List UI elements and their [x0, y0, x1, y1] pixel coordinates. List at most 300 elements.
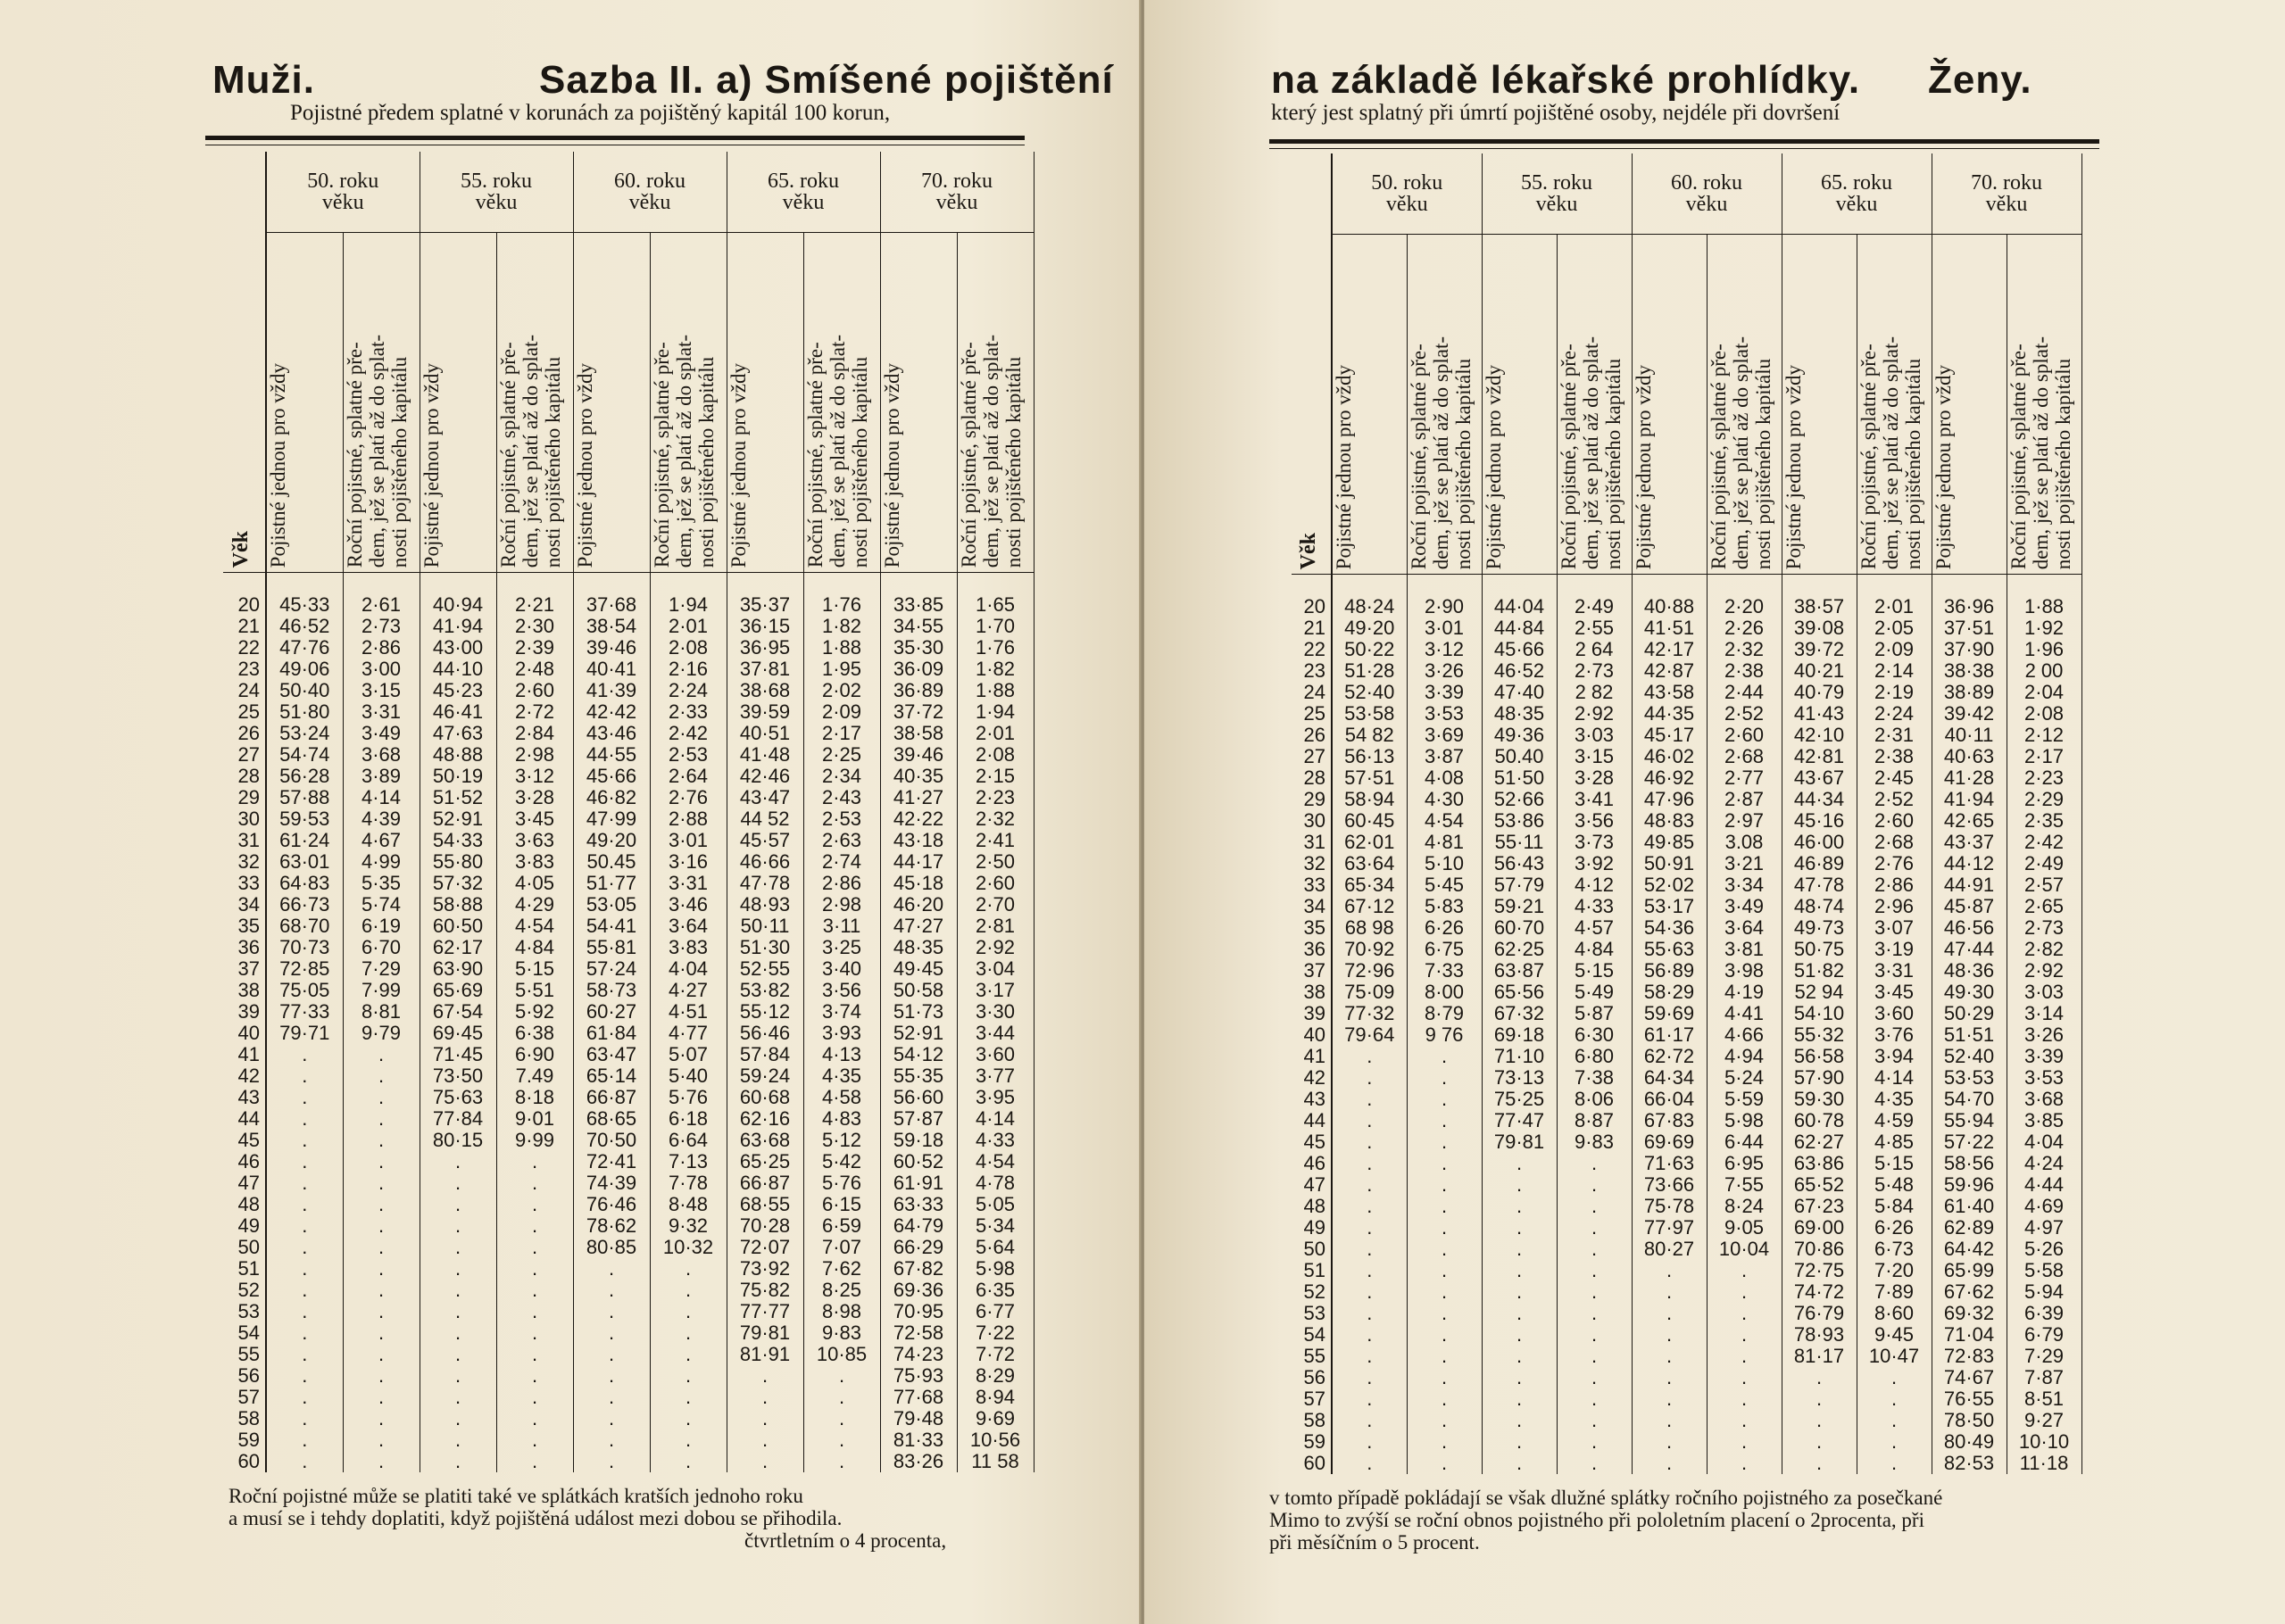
men-single-premium-cell: 40·35: [880, 766, 957, 787]
men-annual-premium-cell: 1·65: [957, 594, 1034, 616]
women-annual-premium-cell: 4·85: [1857, 1131, 1932, 1153]
women-annual-premium-cell: 2·45: [1857, 767, 1932, 789]
women-single-premium-cell: 63·87: [1482, 960, 1557, 982]
men-single-premium-cell: 54·12: [880, 1044, 957, 1065]
women-annual-premium-cell: .: [1707, 1431, 1782, 1453]
women-annual-premium-cell: 3·41: [1557, 789, 1632, 810]
men-table-row: [223, 958, 1034, 980]
women-single-premium-cell: 40·21: [1782, 660, 1857, 682]
men-single-premium-cell: 44·10: [420, 659, 496, 680]
men-single-premium-cell: .: [266, 1280, 343, 1301]
women-single-premium-cell: 70·86: [1782, 1239, 1857, 1260]
men-annual-premium-cell: .: [650, 1344, 727, 1365]
women-spacer-cell: [1482, 575, 1557, 597]
men-annual-premium-cell: 3·17: [957, 980, 1034, 1001]
women-annual-premium-cell: 2·92: [2007, 960, 2081, 982]
men-single-premium-cell: 39·59: [727, 701, 803, 723]
women-single-premium-cell: 50·22: [1332, 639, 1407, 660]
women-single-premium-cell: .: [1332, 1346, 1407, 1367]
men-table-row: [223, 1130, 1034, 1151]
men-single-premium-cell: .: [420, 1344, 496, 1365]
men-table-row: [223, 1429, 1034, 1451]
women-single-premium-header: [1632, 235, 1707, 575]
women-single-premium-cell: 63·86: [1782, 1153, 1857, 1174]
women-age-cell: 23: [1292, 660, 1332, 682]
women-single-premium-header-label: Pojistné jednou pro vždy: [1932, 364, 1955, 569]
men-single-premium-cell: 36·89: [880, 680, 957, 701]
women-single-premium-cell: 56·13: [1332, 746, 1407, 767]
men-annual-premium-cell: 6·15: [803, 1194, 880, 1215]
women-annual-premium-cell: 3·15: [1557, 746, 1632, 767]
women-age-cell: 49: [1292, 1217, 1332, 1239]
men-spacer-cell: [880, 573, 957, 595]
men-single-premium-cell: 63·68: [727, 1130, 803, 1151]
men-age-cell: 22: [223, 637, 266, 659]
men-annual-premium-cell: 10·85: [803, 1344, 880, 1365]
women-single-premium-cell: 76·55: [1932, 1388, 2007, 1410]
women-single-premium-cell: 44·84: [1482, 617, 1557, 639]
women-single-premium-cell: 60·45: [1332, 810, 1407, 832]
men-single-premium-header: [266, 233, 343, 573]
women-annual-premium-cell: 2 64: [1557, 639, 1632, 660]
women-single-premium-cell: .: [1632, 1303, 1707, 1324]
women-annual-premium-cell: 2 00: [2007, 660, 2081, 682]
men-annual-premium-cell: 3·45: [496, 808, 573, 830]
men-annual-premium-cell: 4·27: [650, 980, 727, 1001]
men-single-premium-cell: 43·46: [573, 723, 650, 744]
men-annual-premium-header-label: Roční pojistné, splatné pře- dem, jež se platí až do splat- nosti pojištěného kapitálu: [496, 334, 564, 568]
women-annual-premium-cell: 4·54: [1407, 810, 1482, 832]
women-table-row: [1292, 1346, 2081, 1367]
women-annual-premium-cell: 6·26: [1857, 1217, 1932, 1239]
men-annual-premium-cell: 2·01: [957, 723, 1034, 744]
women-annual-premium-cell: 3·39: [1407, 682, 1482, 703]
men-annual-premium-cell: 2·98: [803, 894, 880, 916]
women-age-cell: 22: [1292, 639, 1332, 660]
women-annual-premium-cell: 4·30: [1407, 789, 1482, 810]
women-table-row: [1292, 617, 2081, 639]
women-annual-premium-cell: 3·26: [1407, 660, 1482, 682]
men-single-premium-cell: 44 52: [727, 808, 803, 830]
men-annual-premium-cell: 6·77: [957, 1301, 1034, 1322]
men-annual-premium-cell: .: [343, 1151, 420, 1172]
women-annual-premium-cell: 6·26: [1407, 917, 1482, 939]
women-single-premium-cell: 70·92: [1332, 939, 1407, 960]
men-table-row: [223, 1151, 1034, 1172]
women-single-premium-cell: 62·01: [1332, 832, 1407, 853]
men-annual-premium-cell: 3·60: [957, 1044, 1034, 1065]
women-single-premium-cell: 69·00: [1782, 1217, 1857, 1239]
women-annual-premium-header-label: Roční pojistné, splatné pře- dem, jež se platí až do splat- nosti pojištěného kapitálu: [1407, 336, 1475, 569]
men-single-premium-cell: 44·17: [880, 851, 957, 873]
men-annual-premium-cell: .: [496, 1429, 573, 1451]
men-single-premium-cell: 41·39: [573, 680, 650, 701]
women-single-premium-cell: 57·51: [1332, 767, 1407, 789]
women-single-premium-cell: .: [1332, 1431, 1407, 1453]
women-single-premium-cell: .: [1482, 1453, 1557, 1474]
women-annual-premium-cell: 3·85: [2007, 1110, 2081, 1131]
women-annual-premium-cell: .: [1557, 1174, 1632, 1196]
men-group-header: 70. roku věku: [880, 152, 1034, 233]
men-single-premium-cell: .: [420, 1258, 496, 1280]
men-annual-premium-cell: 3·68: [343, 744, 420, 766]
women-annual-premium-cell: 3·07: [1857, 917, 1932, 939]
men-annual-premium-cell: 3·64: [650, 916, 727, 937]
women-single-premium-cell: .: [1332, 1388, 1407, 1410]
men-single-premium-cell: 51·30: [727, 937, 803, 958]
women-single-premium-cell: 48·74: [1782, 896, 1857, 917]
women-annual-premium-cell: 3·73: [1557, 832, 1632, 853]
men-table-row: [223, 1001, 1034, 1023]
women-single-premium-cell: 49·85: [1632, 832, 1707, 853]
women-annual-premium-cell: 7·33: [1407, 960, 1482, 982]
men-annual-premium-cell: 3·31: [650, 873, 727, 894]
men-single-premium-cell: 48·93: [727, 894, 803, 916]
men-annual-premium-cell: 4·14: [343, 787, 420, 808]
women-single-premium-cell: .: [1632, 1281, 1707, 1303]
men-single-premium-cell: 56·60: [880, 1087, 957, 1108]
men-single-premium-cell: 70·95: [880, 1301, 957, 1322]
women-single-premium-cell: 44·34: [1782, 789, 1857, 810]
men-annual-premium-cell: 3·83: [650, 937, 727, 958]
men-single-premium-cell: 52·91: [420, 808, 496, 830]
women-group-header: 55. roku věku: [1482, 153, 1632, 235]
women-single-premium-cell: 45·66: [1482, 639, 1557, 660]
men-single-premium-cell: 66·87: [727, 1172, 803, 1194]
women-spacer-cell: [1707, 575, 1782, 597]
women-single-premium-cell: 78·93: [1782, 1324, 1857, 1346]
men-single-premium-cell: 77·77: [727, 1301, 803, 1322]
women-annual-premium-cell: 2·73: [2007, 917, 2081, 939]
men-single-premium-cell: 33·85: [880, 594, 957, 616]
women-single-premium-cell: 45·17: [1632, 725, 1707, 746]
women-single-premium-cell: 53·58: [1332, 703, 1407, 725]
women-age-cell: 60: [1292, 1453, 1332, 1474]
women-table-row: [1292, 746, 2081, 767]
women-table-row: [1292, 917, 2081, 939]
men-age-cell: 55: [223, 1344, 266, 1365]
women-age-cell: 58: [1292, 1410, 1332, 1431]
men-annual-premium-cell: 1·88: [957, 680, 1034, 701]
women-annual-premium-cell: .: [1557, 1388, 1632, 1410]
men-annual-premium-cell: 5·76: [803, 1172, 880, 1194]
women-single-premium-cell: .: [1332, 1281, 1407, 1303]
women-annual-premium-cell: 2·31: [1857, 725, 1932, 746]
men-table-row: [223, 1344, 1034, 1365]
men-group-header: 55. roku věku: [420, 152, 573, 233]
women-single-premium-cell: .: [1632, 1388, 1707, 1410]
men-annual-premium-cell: 1·76: [957, 637, 1034, 659]
women-table-row: [1292, 1260, 2081, 1281]
men-annual-premium-cell: .: [496, 1408, 573, 1429]
women-single-premium-cell: 55·32: [1782, 1024, 1857, 1046]
men-annual-premium-cell: .: [803, 1408, 880, 1429]
women-age-cell: 51: [1292, 1260, 1332, 1281]
men-annual-premium-cell: 3·01: [650, 830, 727, 851]
men-age-cell: 51: [223, 1258, 266, 1280]
men-annual-premium-cell: 5·35: [343, 873, 420, 894]
men-single-premium-cell: 67·82: [880, 1258, 957, 1280]
men-annual-premium-cell: 3·30: [957, 1001, 1034, 1023]
women-table-row: [1292, 1217, 2081, 1239]
men-annual-premium-cell: 3·93: [803, 1023, 880, 1044]
men-single-premium-cell: 79·81: [727, 1322, 803, 1344]
women-single-premium-cell: .: [1482, 1410, 1557, 1431]
men-annual-premium-cell: 2·60: [496, 680, 573, 701]
women-annual-premium-cell: .: [1407, 1260, 1482, 1281]
men-annual-premium-cell: .: [496, 1151, 573, 1172]
women-annual-premium-cell: .: [1857, 1431, 1932, 1453]
men-annual-premium-cell: 8·81: [343, 1001, 420, 1023]
men-annual-premium-cell: 8·18: [496, 1087, 573, 1108]
women-single-premium-cell: 38·89: [1932, 682, 2007, 703]
men-annual-premium-cell: 3·04: [957, 958, 1034, 980]
women-annual-premium-cell: 3·60: [1857, 1003, 1932, 1024]
men-single-premium-cell: 66·87: [573, 1087, 650, 1108]
men-age-cell: 30: [223, 808, 266, 830]
men-annual-premium-cell: 1·95: [803, 659, 880, 680]
women-annual-premium-cell: 4·57: [1557, 917, 1632, 939]
women-annual-premium-cell: 3·45: [1857, 982, 1932, 1003]
men-single-premium-header-label: Pojistné jednou pro vždy: [880, 362, 903, 568]
women-annual-premium-cell: .: [1557, 1431, 1632, 1453]
women-age-cell: 36: [1292, 939, 1332, 960]
men-annual-premium-cell: .: [343, 1258, 420, 1280]
men-annual-premium-cell: .: [343, 1044, 420, 1065]
men-annual-premium-cell: 4·35: [803, 1065, 880, 1087]
men-spacer-cell: [573, 573, 650, 595]
women-age-cell: 44: [1292, 1110, 1332, 1131]
men-annual-premium-cell: .: [496, 1258, 573, 1280]
women-annual-premium-cell: 6·79: [2007, 1324, 2081, 1346]
men-table-row: [223, 744, 1034, 766]
women-single-premium-cell: .: [1482, 1388, 1557, 1410]
right-footnote-line-2: Mimo to zvýší se roční obnos pojistného při pololetním placení o 2procenta, při: [1269, 1509, 1924, 1531]
women-annual-premium-cell: 10·10: [2007, 1431, 2081, 1453]
men-single-premium-cell: 45·57: [727, 830, 803, 851]
women-annual-premium-cell: 2·49: [2007, 853, 2081, 874]
men-annual-premium-cell: 4·29: [496, 894, 573, 916]
women-age-cell: 24: [1292, 682, 1332, 703]
men-single-premium-header: [880, 233, 957, 573]
men-single-premium-cell: .: [266, 1387, 343, 1408]
women-single-premium-cell: 50·29: [1932, 1003, 2007, 1024]
men-annual-premium-cell: 9·79: [343, 1023, 420, 1044]
women-annual-premium-cell: 4·04: [2007, 1131, 2081, 1153]
women-single-premium-cell: 69·69: [1632, 1131, 1707, 1153]
men-annual-premium-cell: .: [496, 1322, 573, 1344]
men-annual-premium-cell: 3·25: [803, 937, 880, 958]
women-table-row: [1292, 1239, 2081, 1260]
women-annual-premium-cell: .: [1407, 1239, 1482, 1260]
men-annual-premium-cell: 6·59: [803, 1215, 880, 1237]
women-annual-premium-cell: 8·06: [1557, 1089, 1632, 1110]
women-annual-premium-cell: 4·14: [1857, 1067, 1932, 1089]
men-single-premium-cell: 54·33: [420, 830, 496, 851]
men-age-cell: 57: [223, 1387, 266, 1408]
men-single-premium-cell: 60·50: [420, 916, 496, 937]
women-single-premium-cell: 69·32: [1932, 1303, 2007, 1324]
women-annual-premium-cell: 5·24: [1707, 1067, 1782, 1089]
women-single-premium-cell: .: [1332, 1324, 1407, 1346]
men-age-cell: 29: [223, 787, 266, 808]
men-single-premium-cell: 35·30: [880, 637, 957, 659]
women-annual-premium-cell: 8·60: [1857, 1303, 1932, 1324]
women-single-premium-cell: .: [1332, 1089, 1407, 1110]
women-annual-premium-cell: 10·04: [1707, 1239, 1782, 1260]
women-annual-premium-header: [2007, 235, 2081, 575]
women-annual-premium-cell: 2·08: [2007, 703, 2081, 725]
men-annual-premium-cell: .: [496, 1301, 573, 1322]
men-single-premium-cell: 59·24: [727, 1065, 803, 1087]
women-spacer-cell: [1557, 575, 1632, 597]
women-table-row: [1292, 1324, 2081, 1346]
men-annual-premium-cell: 2·02: [803, 680, 880, 701]
women-age-cell: 45: [1292, 1131, 1332, 1153]
men-age-cell: 25: [223, 701, 266, 723]
women-table-row: [1292, 1089, 2081, 1110]
women-single-premium-cell: 51·50: [1482, 767, 1557, 789]
men-single-premium-cell: 66·73: [266, 894, 343, 916]
men-annual-premium-cell: 2·09: [803, 701, 880, 723]
women-single-premium-cell: 74·72: [1782, 1281, 1857, 1303]
women-annual-premium-cell: 2·68: [1857, 832, 1932, 853]
men-single-premium-cell: 57·32: [420, 873, 496, 894]
women-annual-premium-cell: .: [1707, 1346, 1782, 1367]
men-age-cell: 35: [223, 916, 266, 937]
men-single-premium-cell: 47·63: [420, 723, 496, 744]
men-single-premium-cell: 57·24: [573, 958, 650, 980]
women-single-premium-cell: 53·53: [1932, 1067, 2007, 1089]
women-annual-premium-cell: .: [1707, 1410, 1782, 1431]
women-annual-premium-cell: 3·87: [1407, 746, 1482, 767]
women-single-premium-cell: 43·58: [1632, 682, 1707, 703]
women-age-cell: 35: [1292, 917, 1332, 939]
men-annual-premium-cell: .: [496, 1280, 573, 1301]
men-annual-premium-cell: 3·89: [343, 766, 420, 787]
men-single-premium-cell: 42·22: [880, 808, 957, 830]
men-single-premium-cell: 39·46: [573, 637, 650, 659]
men-annual-premium-cell: 7.49: [496, 1065, 573, 1087]
men-single-premium-cell: .: [727, 1408, 803, 1429]
men-age-header-label: Věk: [229, 530, 253, 568]
men-single-premium-cell: .: [266, 1130, 343, 1151]
men-single-premium-cell: 65·69: [420, 980, 496, 1001]
men-single-premium-cell: .: [266, 1451, 343, 1472]
men-single-premium-cell: 53·24: [266, 723, 343, 744]
men-annual-premium-cell: 3·15: [343, 680, 420, 701]
women-single-premium-cell: 46·92: [1632, 767, 1707, 789]
women-table-row: [1292, 660, 2081, 682]
women-single-premium-cell: 80·49: [1932, 1431, 2007, 1453]
women-age-cell: 53: [1292, 1303, 1332, 1324]
men-annual-premium-cell: 3·95: [957, 1087, 1034, 1108]
women-single-premium-cell: .: [1332, 1046, 1407, 1067]
women-annual-premium-header-label: Roční pojistné, splatné pře- dem, jež se platí až do splat- nosti pojištěného kapitálu: [1557, 336, 1624, 569]
men-single-premium-cell: .: [420, 1172, 496, 1194]
men-single-premium-cell: .: [266, 1408, 343, 1429]
women-annual-premium-cell: .: [1557, 1367, 1632, 1388]
women-annual-premium-cell: .: [1407, 1217, 1482, 1239]
men-annual-premium-cell: 3·46: [650, 894, 727, 916]
men-single-premium-cell: 41·94: [420, 616, 496, 637]
women-single-premium-cell: 48·83: [1632, 810, 1707, 832]
men-annual-premium-cell: 9·99: [496, 1130, 573, 1151]
women-single-premium-cell: 60·70: [1482, 917, 1557, 939]
right-footnote-line-3: při měsíčním o 5 procent.: [1269, 1531, 1480, 1554]
women-annual-premium-cell: 2·73: [1557, 660, 1632, 682]
men-single-premium-cell: 55·35: [880, 1065, 957, 1087]
men-single-premium-cell: 80·15: [420, 1130, 496, 1151]
women-table-row: [1292, 1153, 2081, 1174]
right-footnote-line-1: v tomto případě pokládají se však dlužné splátky ročního pojistného za posečkané: [1269, 1487, 1943, 1509]
men-single-premium-cell: 53·82: [727, 980, 803, 1001]
men-single-premium-cell: 69·45: [420, 1023, 496, 1044]
women-table-row: [1292, 1131, 2081, 1153]
men-single-premium-cell: 64·79: [880, 1215, 957, 1237]
women-annual-premium-cell: .: [1857, 1388, 1932, 1410]
men-annual-premium-cell: .: [496, 1172, 573, 1194]
men-table-row: [223, 1194, 1034, 1215]
men-age-cell: 45: [223, 1130, 266, 1151]
women-single-premium-cell: .: [1482, 1196, 1557, 1217]
women-table-row: [1292, 874, 2081, 896]
women-single-premium-cell: 54 82: [1332, 725, 1407, 746]
women-single-premium-cell: 41·51: [1632, 617, 1707, 639]
men-single-premium-cell: 60·52: [880, 1151, 957, 1172]
women-table-row: [1292, 682, 2081, 703]
men-single-premium-cell: 52·91: [880, 1023, 957, 1044]
men-single-premium-cell: .: [266, 1172, 343, 1194]
men-single-premium-cell: 49·20: [573, 830, 650, 851]
women-single-premium-cell: 52 94: [1782, 982, 1857, 1003]
men-age-cell: 41: [223, 1044, 266, 1065]
women-single-premium-cell: 57·79: [1482, 874, 1557, 896]
men-annual-premium-cell: 2·60: [957, 873, 1034, 894]
men-annual-premium-cell: 6·64: [650, 1130, 727, 1151]
women-single-premium-cell: 61·40: [1932, 1196, 2007, 1217]
women-single-premium-cell: 36·96: [1932, 596, 2007, 617]
men-age-cell: 60: [223, 1451, 266, 1472]
men-single-premium-cell: 47·78: [727, 873, 803, 894]
women-age-cell: 34: [1292, 896, 1332, 917]
women-single-premium-cell: .: [1332, 1303, 1407, 1324]
men-annual-premium-cell: 2·16: [650, 659, 727, 680]
men-annual-premium-cell: 10·56: [957, 1429, 1034, 1451]
men-single-premium-cell: .: [727, 1365, 803, 1387]
men-table-row: [223, 937, 1034, 958]
men-single-premium-header-label: Pojistné jednou pro vždy: [727, 362, 750, 568]
women-single-premium-cell: 56·89: [1632, 960, 1707, 982]
men-annual-premium-cell: 10·32: [650, 1237, 727, 1258]
women-single-premium-cell: 48·35: [1482, 703, 1557, 725]
men-single-premium-header: [727, 233, 803, 573]
men-annual-premium-cell: 5·92: [496, 1001, 573, 1023]
men-annual-premium-cell: 5·51: [496, 980, 573, 1001]
men-single-premium-cell: 55·80: [420, 851, 496, 873]
women-annual-premium-cell: .: [1407, 1174, 1482, 1196]
men-single-premium-cell: 45·23: [420, 680, 496, 701]
women-annual-premium-cell: .: [1407, 1453, 1482, 1474]
men-single-premium-cell: 81·91: [727, 1344, 803, 1365]
women-single-premium-cell: 62·72: [1632, 1046, 1707, 1067]
men-single-premium-cell: 51·80: [266, 701, 343, 723]
men-annual-premium-cell: 5·34: [957, 1215, 1034, 1237]
men-annual-premium-cell: 4·05: [496, 873, 573, 894]
men-single-premium-cell: .: [266, 1194, 343, 1215]
women-single-premium-cell: .: [1332, 1196, 1407, 1217]
women-single-premium-cell: 67·62: [1932, 1281, 2007, 1303]
